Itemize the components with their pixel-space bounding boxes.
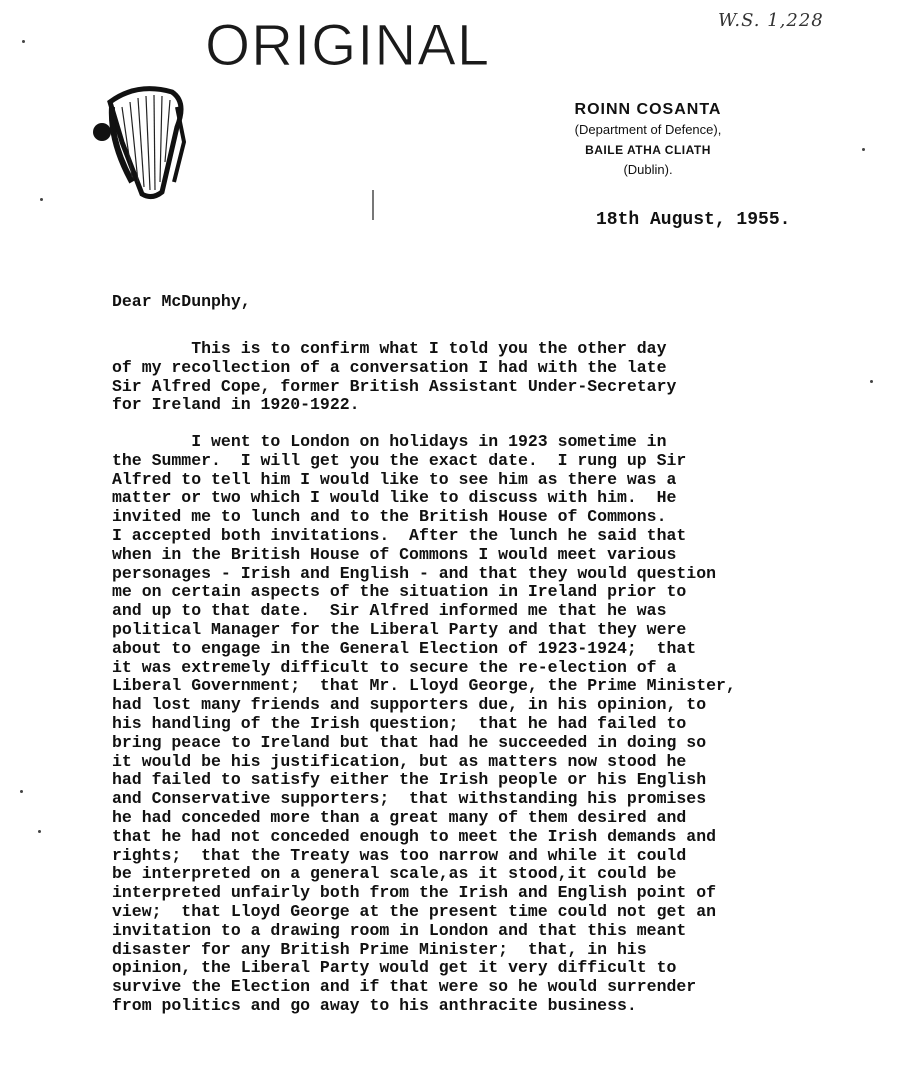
letter-line: Sir Alfred Cope, former British Assistant Under-Secretary — [112, 376, 677, 396]
original-stamp: ORIGINAL — [205, 13, 491, 78]
salutation: Dear McDunphy, — [112, 292, 251, 311]
letter-line: personages - Irish and English - and that they would question — [112, 563, 716, 583]
letter-line: disaster for any British Prime Minister; that, in his — [112, 939, 647, 959]
letter-line: be interpreted on a general scale,as it stood,it could be — [112, 864, 677, 884]
letter-line: Liberal Government; that Mr. Lloyd George, the Prime Minister, — [112, 676, 736, 696]
reference-number: W.S. 1,228 — [718, 10, 824, 31]
letter-line: of my recollection of a conversation I had with the late — [112, 357, 667, 377]
letter-line: invitation to a drawing room in London and that this meant — [112, 920, 687, 940]
letter-line: matter or two which I would like to discuss with him. He — [112, 488, 677, 508]
harp-emblem-icon — [92, 82, 192, 202]
letter-line: I went to London on holidays in 1923 sometime in — [112, 432, 667, 451]
letter-line: and Conservative supporters; that withstanding his promises — [112, 789, 707, 809]
letter-line: about to engage in the General Election of 1923-1924; that — [112, 638, 697, 658]
letter-line: that he had not conceded enough to meet the Irish demands and — [112, 826, 716, 846]
letter-line: it was extremely difficult to secure the re-election of a — [112, 657, 677, 677]
letter-line: opinion, the Liberal Party would get it very difficult to — [112, 958, 677, 978]
letter-line: view; that Lloyd George at the present time could not get an — [112, 901, 716, 921]
letter-line: invited me to lunch and to the British House of Commons. — [112, 507, 667, 527]
letter-date: 18th August, 1955. — [596, 210, 791, 230]
letter-line: This is to confirm what I told you the other day — [112, 339, 667, 358]
city-name-irish: BAILE ATHA CLIATH — [585, 143, 711, 157]
letter-line: me on certain aspects of the situation in Ireland prior to — [112, 582, 687, 602]
paragraph-2 — [112, 433, 852, 1016]
letter-line: political Manager for the Liberal Party and that they were — [112, 619, 687, 639]
letter-line: interpreted unfairly both from the Irish and English point of — [112, 883, 716, 903]
city-name-english: (Dublin). — [623, 162, 673, 177]
letter-line: from politics and go away to his anthracite business. — [112, 995, 637, 1015]
letter-line: for Ireland in 1920-1922. — [112, 395, 360, 415]
paragraph-1 — [112, 340, 852, 415]
letterhead — [548, 100, 748, 180]
letter-line: rights; that the Treaty was too narrow and while it could — [112, 845, 687, 865]
letter-line: Alfred to tell him I would like to see him as there was a — [112, 469, 677, 489]
letter-line: survive the Election and if that were so he would surrender — [112, 977, 697, 997]
letter-line: he had conceded more than a great many of them desired and — [112, 807, 687, 827]
letter-line: and up to that date. Sir Alfred informed me that he was — [112, 601, 667, 621]
letter-line: had lost many friends and supporters due, in his opinion, to — [112, 695, 707, 715]
letter-line: his handling of the Irish question; that he had failed to — [112, 713, 687, 733]
department-name-irish: ROINN COSANTA — [574, 101, 722, 118]
letter-line: the Summer. I will get you the exact date. I rung up Sir — [112, 450, 687, 470]
letter-line: when in the British House of Commons I would meet various — [112, 544, 677, 564]
department-name-english: (Department of Defence), — [574, 122, 722, 137]
letter-line: had failed to satisfy either the Irish people or his English — [112, 770, 707, 790]
letter-line: I accepted both invitations. After the lunch he said that — [112, 525, 687, 545]
letter-line: bring peace to Ireland but that had he succeeded in doing so — [112, 732, 707, 752]
letter-line: it would be his justification, but as matters now stood he — [112, 751, 687, 771]
